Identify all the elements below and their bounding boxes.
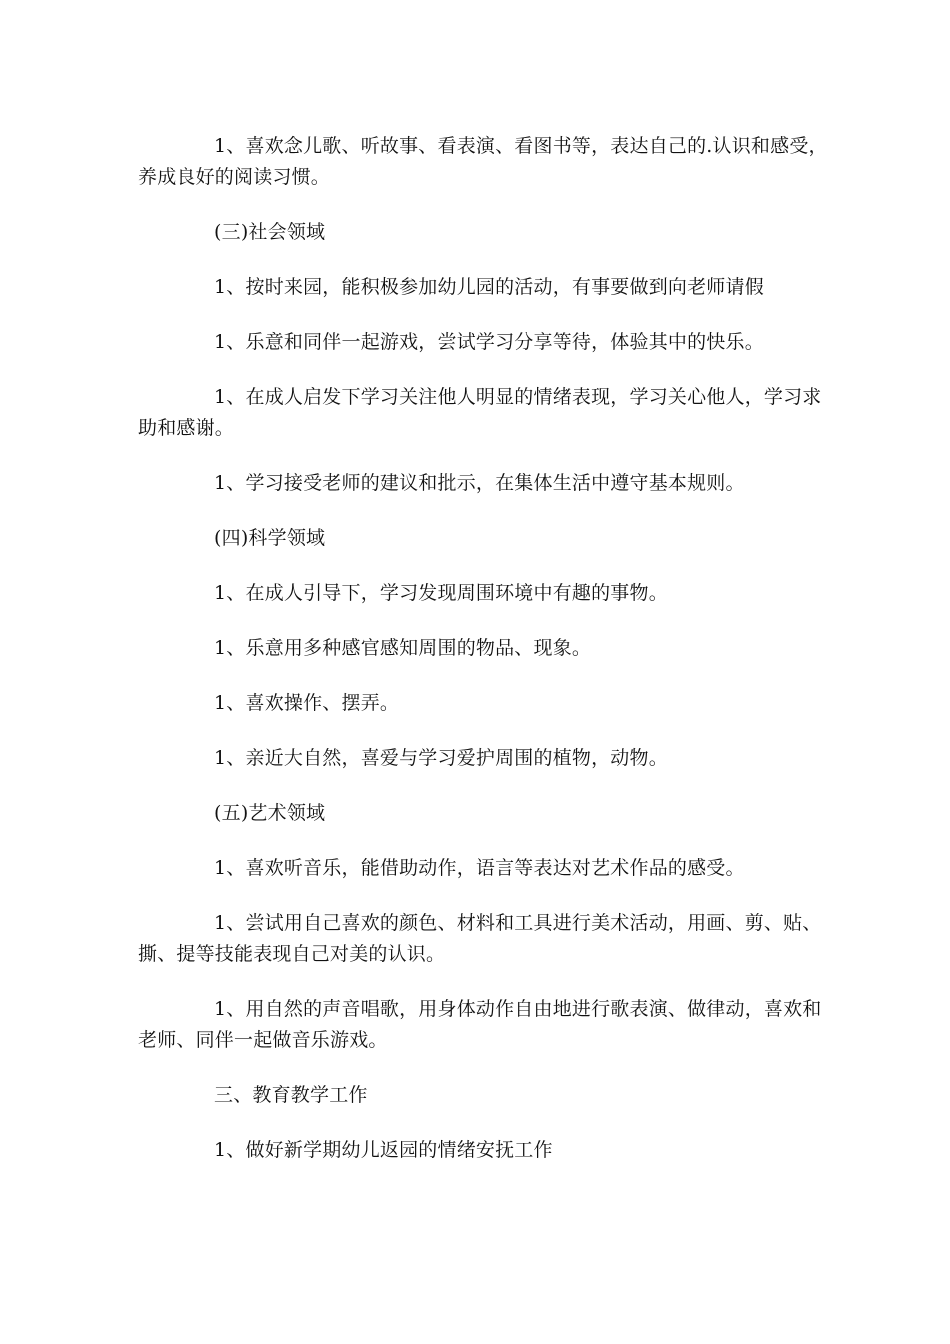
paragraph-manipulate: 1、喜欢操作、摆弄。 [214,692,400,714]
paragraph-care-for-others: 1、在成人启发下学习关注他人明显的情绪表现，学习关心他人，学习求助和感谢。 [138,386,822,439]
paragraph-senses: 1、乐意用多种感官感知周围的物品、现象。 [214,637,592,659]
section-heading-teaching: 三、教育教学工作 [214,1084,368,1106]
paragraph-music-expression: 1、喜欢听音乐，能借助动作，语言等表达对艺术作品的感受。 [214,857,745,879]
paragraph-discover-environment: 1、在成人引导下，学习发现周围环境中有趣的事物。 [214,582,668,604]
paragraph-play-with-peers: 1、乐意和同伴一起游戏，尝试学习分享等待，体验其中的快乐。 [214,331,764,353]
document-body [138,131,838,1166]
paragraph-follow-rules: 1、学习接受老师的建议和批示，在集体生活中遵守基本规则。 [214,472,745,494]
paragraph-fine-arts: 1、尝试用自己喜欢的颜色、材料和工具进行美术活动，用画、剪、贴、撕、提等技能表现自己对美的认识。 [138,912,822,965]
paragraph-reading-habits: 1、喜欢念儿歌、听故事、看表演、看图书等，表达自己的.认识和感受，养成良好的阅读习惯。 [138,135,828,188]
paragraph-attendance: 1、按时来园，能积极参加幼儿园的活动，有事要做到向老师请假 [214,276,764,298]
paragraph-singing: 1、用自然的声音唱歌，用身体动作自由地进行歌表演、做律动，喜欢和老师、同伴一起做音乐游戏。 [138,998,822,1051]
section-heading-science: (四)科学领域 [214,527,326,549]
paragraph-nature: 1、亲近大自然，喜爱与学习爱护周围的植物，动物。 [214,747,668,769]
section-heading-social: (三)社会领域 [214,221,326,243]
section-heading-arts: (五)艺术领域 [214,802,326,824]
paragraph-return-emotions: 1、做好新学期幼儿返园的情绪安抚工作 [214,1139,553,1161]
